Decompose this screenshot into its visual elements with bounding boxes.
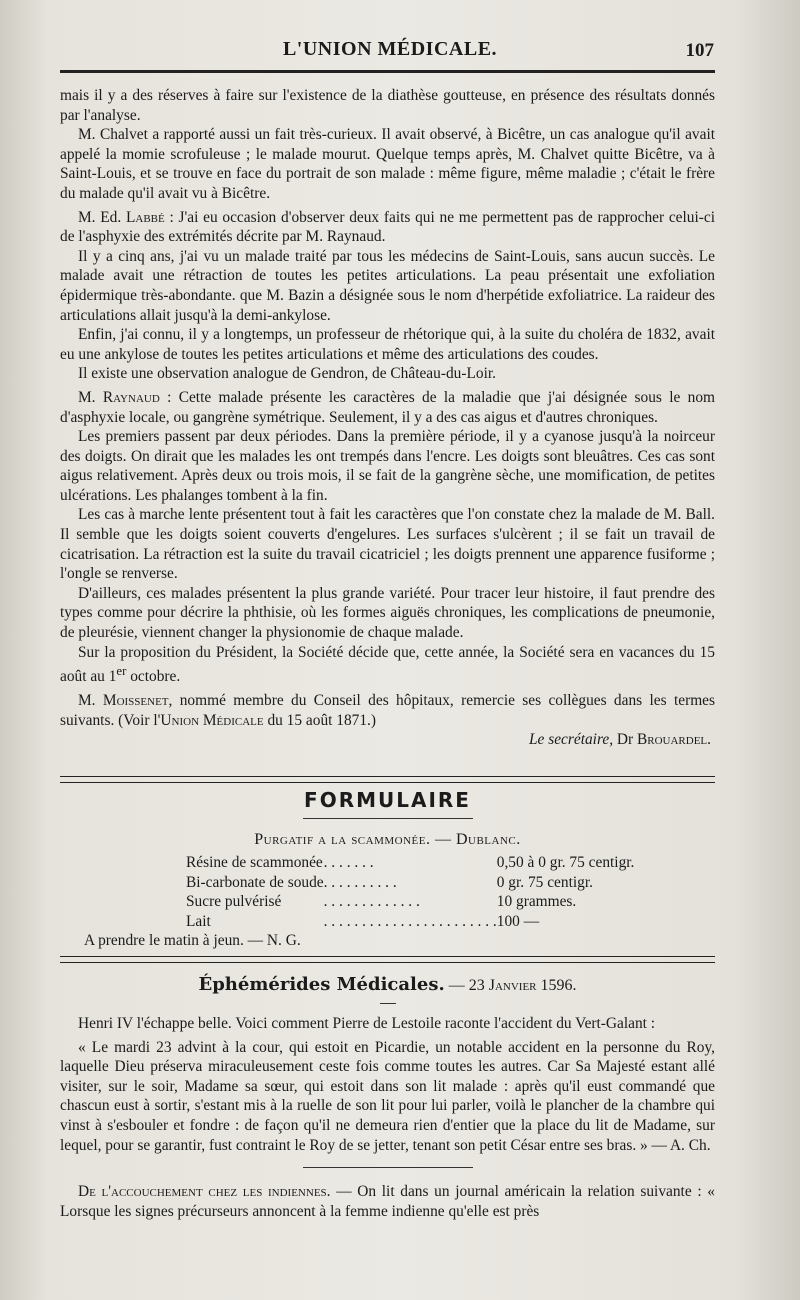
ingredient-qty: 0,50 à 0 gr. 75 centigr.	[496, 854, 635, 871]
speaker-name: Raynaud	[102, 388, 160, 406]
ingredient-row	[186, 912, 634, 932]
discussion-section	[60, 86, 715, 750]
article-text: — On lit dans un journal américain la relation suivante : « Lorsque les signes précurseurs annoncent à la femme indienne qu'elle est près	[60, 1183, 715, 1220]
speaker-prefix: M. Ed.	[78, 208, 126, 226]
title-underline	[303, 818, 473, 819]
title-dash	[380, 1003, 396, 1004]
dot-leader: . . . . . . . . . .	[323, 873, 397, 891]
running-title: L'UNION MÉDICALE.	[282, 38, 498, 60]
person-name: Moissenet	[102, 691, 169, 709]
section-divider	[60, 776, 715, 783]
signature-name: Brouardel.	[636, 731, 711, 749]
paragraph: Il y a cinq ans, j'ai vu un malade traité par tous les médecins de Saint-Louis, sans aucun succès. Le malade avait une rétraction de toutes les petites articulations. La peau présentait une exfoliation épidermique très-abondante. que M. Bazin a désignée sous le nom d'herpétide exfoliatrice. La raideur des articulations allait jusqu'à la demi-ankylose.	[60, 247, 715, 324]
recipe-note: A prendre le matin à jeun. — N. G.	[84, 932, 301, 950]
ingredient-name: Bi-carbonate de soude	[186, 873, 324, 891]
signature-title: Dr	[613, 731, 637, 749]
text: , nommé membre du Conseil des hôpitaux, remercie ses collègues dans les termes suivants. (Voir l'	[60, 691, 715, 729]
dot-leader: . . . . . . .	[323, 854, 374, 871]
text: du 15 août 1871.)	[263, 711, 377, 729]
text: octobre.	[126, 668, 181, 686]
paragraph	[60, 1182, 715, 1221]
ephemerides-heading	[60, 974, 715, 995]
ingredient-qty: 0 gr. 75 centigr.	[496, 873, 593, 891]
ingredient-qty: 10 grammes.	[496, 893, 577, 911]
ingredient-name: Lait	[186, 912, 211, 930]
paragraph	[60, 388, 715, 427]
text: Sur la proposition du Président, la Société décide que, cette année, la Société sera en vacances du 15 août au 1	[60, 643, 715, 686]
formulaire-section	[60, 788, 715, 951]
speech-text: : Cette malade présente les caractères de la maladie que j'ai désignée sous le nom d'asphyxie locale, ou gangrène symétrique. Seulement, il y a des cas aigus et d'autres chroniques.	[60, 388, 715, 426]
ephemerides-section	[60, 974, 715, 1221]
signature-role: Le secrétaire,	[528, 731, 614, 749]
ingredient-name: Sucre pulvérisé	[186, 893, 282, 911]
ingredient-row	[186, 892, 634, 912]
text: M.	[78, 691, 103, 709]
paragraph: Henri IV l'échappe belle. Voici comment Pierre de Lestoile raconte l'accident du Vert-Galant :	[78, 1015, 656, 1032]
dot-leader: . . . . . . . . . . . . . . . . . . . . . . .	[323, 912, 497, 930]
superscript: er	[116, 664, 127, 679]
paragraph: mais il y a des réserves à faire sur l'existence de la diathèse goutteuse, en présence des résultats donnés par l'analyse.	[60, 87, 715, 124]
recipe-title: Purgatif a la scammonée. — Dublanc.	[254, 831, 521, 848]
paragraph: D'ailleurs, ces malades présentent la plus grande variété. Pour tracer leur histoire, il faut prendre des types comme pour décrire la phthisie, où les formes aiguës chroniques, les complications de pneumonie, de pleurésie, viennent changer la physionomie de chaque malade.	[60, 584, 715, 642]
header-rule	[60, 70, 715, 73]
speaker-prefix: M.	[78, 388, 103, 406]
section-divider	[60, 956, 715, 963]
signature	[60, 730, 715, 750]
paragraph: Enfin, j'ai connu, il y a longtemps, un professeur de rhétorique qui, à la suite du choléra de 1832, avait eu une ankylose de toutes les petites articulations et même des articulations des coudes.	[60, 326, 715, 363]
speaker-name: Labbé	[125, 208, 165, 226]
paragraph	[60, 691, 715, 730]
quotation: « Le mardi 23 advint à la cour, qui estoit en Picardie, un notable accident en la personne du Roy, laquelle Dieu préserva miraculeusement ceste fois comme toutes les autres. Car Sa Majesté estant allé visiter, sur le soir, Madame sa sœur, qui estoit dans son lit malade : après qu'il eust commandé que chascun eust à sortir, s'estant mis à la ruelle de son lit pour lui parler, voilà le plancher de la chambre qui vinst à s'esbouler et fondre : de façon qu'il ne demeura rien d'entier que la place du lit de Madame, sur lequel, pour se garantir, fust contraint le Roy de se jetter, tenant son petit César entre ses bras. » — A. Ch.	[60, 1038, 715, 1154]
paragraph: Il existe une observation analogue de Gendron, de Château-du-Loir.	[78, 365, 496, 383]
paragraph	[60, 643, 715, 687]
ingredient-row	[186, 873, 634, 893]
journal-name: Union Médicale	[160, 711, 264, 729]
dot-leader: . . . . . . . . . . . . .	[323, 893, 420, 911]
section-divider	[303, 1167, 473, 1168]
ingredient-qty: 100 —	[496, 912, 540, 930]
ingredients-table	[186, 853, 634, 931]
article-title: De l'accouchement chez les indiennes.	[78, 1183, 331, 1201]
paragraph: Les cas à marche lente présentent tout à fait les caractères que l'on constate chez la malade de M. Ball. Il semble que les doigts soient couverts d'engelures. Les surfaces s'ulcèrent ; il se fait un travail de cicatrisation. La rétraction est la suite du travail cicatriciel ; les doigts prennent une apparence fusiforme ; l'ongle se renverse.	[60, 506, 715, 583]
paragraph	[60, 208, 715, 247]
paragraph: Les premiers passent par deux périodes. Dans la première période, il y a cyanose jusqu'à la noirceur des doigts. On dirait que les malades les ont trempés dans l'encre. Les doigts sont bleuâtres. Ces cas sont aigus relativement. Après deux ou trois mois, il se fait de la gangrène sèche, une momification, de petites ulcérations. Les phalanges tombent à la fin.	[60, 428, 715, 504]
page-number: 107	[685, 40, 714, 61]
ingredient-name: Résine de scammonée	[186, 854, 323, 871]
ephemerides-date: — 23 Janvier 1596.	[444, 977, 577, 994]
speech-text: : J'ai eu occasion d'observer deux faits qui ne me permettent pas de rapprocher celui-ci de l'asphyxie des extrémités décrite par M. Raynaud.	[60, 208, 715, 246]
page-header	[60, 34, 720, 68]
ephemerides-title: Éphémérides Médicales.	[198, 974, 445, 995]
paragraph: M. Chalvet a rapporté aussi un fait très-curieux. Il avait observé, à Bicêtre, un cas analogue qu'il avait appelé la momie scrofuleuse ; le malade mourut. Quelque temps après, M. Chalvet quitte Bicêtre, va à Saint-Louis, et se trouve en face du portrait de son malade : même figure, même maladie ; c'était le frère du malade qu'il avait vu à Bicêtre.	[60, 126, 715, 202]
section-title: FORMULAIRE	[304, 788, 471, 812]
ingredient-row	[186, 853, 634, 873]
